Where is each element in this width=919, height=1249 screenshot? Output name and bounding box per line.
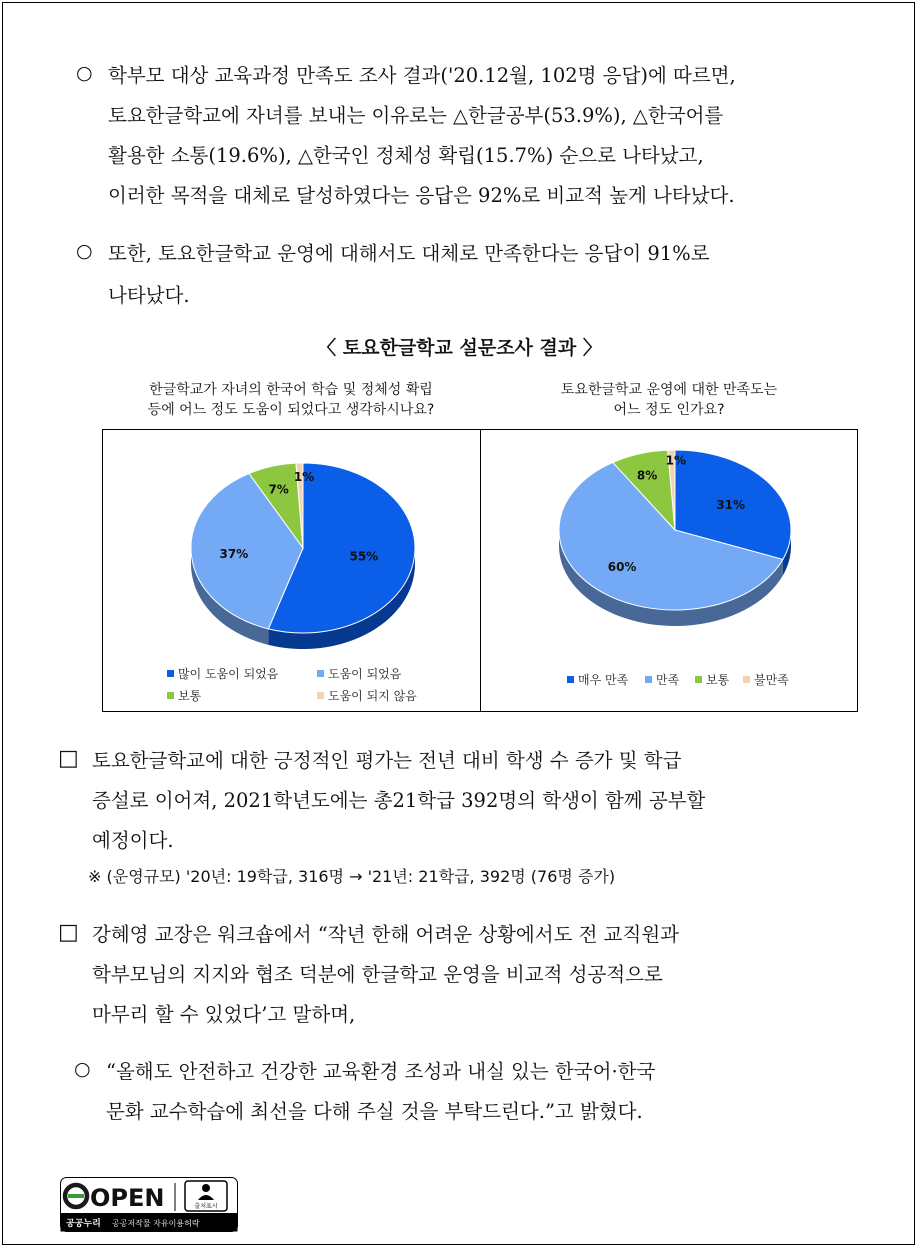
text-line: 학부모 대상 교육과정 만족도 조사 결과('20.12월, 102명 응답)에 따르면, [108, 64, 736, 87]
legend-label: 많이 도움이 되었음 [178, 667, 279, 681]
bullet: ○ [76, 62, 93, 84]
pie-chart-1 [103, 430, 480, 711]
chart-box [102, 429, 858, 712]
text-line: 강혜영 교장은 워크숍에서 “작년 한해 어려운 상황에서도 전 교직원과 [92, 923, 679, 946]
text-line: 나타났다. [108, 284, 190, 307]
chart-2-title: 토요한글학교 운영에 대한 만족도는 어느 정도 인가요? [560, 382, 778, 418]
pie-chart-2 [481, 430, 857, 711]
logo-footer-sub: 공공저작물 자유이용허락 [112, 1219, 200, 1228]
legend-swatch [167, 670, 174, 677]
text-line: 이러한 목적을 대체로 달성하였다는 응답은 92%로 비교적 높게 나타났다. [108, 184, 735, 207]
chart-1-title: 한글학교가 자녀의 한국어 학습 및 정체성 확립 등에 어느 정도 도움이 되었다고 생각하시나요? [147, 382, 435, 418]
legend-label: 보통 [178, 689, 202, 703]
logo-badge: 출처표시 [194, 1203, 218, 1210]
legend-swatch [567, 676, 574, 683]
legend-swatch [695, 676, 702, 683]
text-line: 문화 교수학습에 최선을 다해 주실 것을 부탁드린다.”고 밝혔다. [106, 1100, 643, 1123]
legend-label: 도움이 되었음 [328, 667, 402, 681]
legend-label: 매우 만족 [578, 673, 629, 687]
text-line: 증설로 이어져, 2021학년도에는 총21학급 392명의 학생이 함께 공부할 [92, 789, 706, 812]
kogl-open-logo [60, 1177, 238, 1232]
text-line: 예정이다. [92, 829, 174, 852]
logo-footer-main: 공공누리 [66, 1219, 101, 1229]
footnote: ※ (운영규모) '20년: 19학급, 316명 → '21년: 21학급, 392명 (76명 증가) [88, 867, 616, 886]
text-line: 토요한글학교에 자녀를 보내는 이유로는 △한글공부(53.9%), △한국어를 [108, 104, 724, 127]
bullet: ○ [76, 240, 93, 262]
text-line: 활용한 소통(19.6%), △한국인 정체성 확립(15.7%) 순으로 나타났고, [108, 144, 704, 167]
pie-data-label: 37% [219, 546, 249, 561]
pie-data-label: 7% [268, 482, 289, 497]
bullet: □ [58, 746, 79, 771]
pie-data-label: 1% [665, 453, 686, 468]
logo-brand: OPEN [90, 1184, 165, 1212]
pie-data-label: 31% [716, 497, 746, 512]
legend-swatch [167, 692, 174, 699]
legend-label: 불만족 [754, 673, 789, 687]
text-line: 마무리 할 수 있었다’고 말하며, [92, 1003, 356, 1026]
text-line: 또한, 토요한글학교 운영에 대해서도 대체로 만족한다는 응답이 91%로 [108, 242, 710, 265]
text-line: “올해도 안전하고 건강한 교육환경 조성과 내실 있는 한국어·한국 [106, 1060, 656, 1083]
legend-swatch [743, 676, 750, 683]
legend-label: 만족 [656, 673, 680, 687]
bullet: □ [58, 920, 79, 945]
legend-label: 도움이 되지 않음 [328, 689, 417, 703]
legend-swatch [645, 676, 652, 683]
bullet: ○ [74, 1058, 91, 1080]
legend-label: 보통 [706, 673, 730, 687]
text-line: 학부모님의 지지와 협조 덕분에 한글학교 운영을 비교적 성공적으로 [92, 963, 663, 986]
pie-data-label: 1% [293, 469, 315, 484]
pie-data-label: 60% [607, 559, 637, 574]
text-line: 토요한글학교에 대한 긍정적인 평가는 전년 대비 학생 수 증가 및 학급 [92, 749, 682, 772]
pie-data-label: 8% [636, 468, 658, 483]
pie-data-label: 55% [349, 549, 379, 564]
legend-swatch [317, 670, 324, 677]
chart-caption: 〈 토요한글학교 설문조사 결과 〉 [317, 337, 602, 359]
legend-swatch [317, 692, 324, 699]
